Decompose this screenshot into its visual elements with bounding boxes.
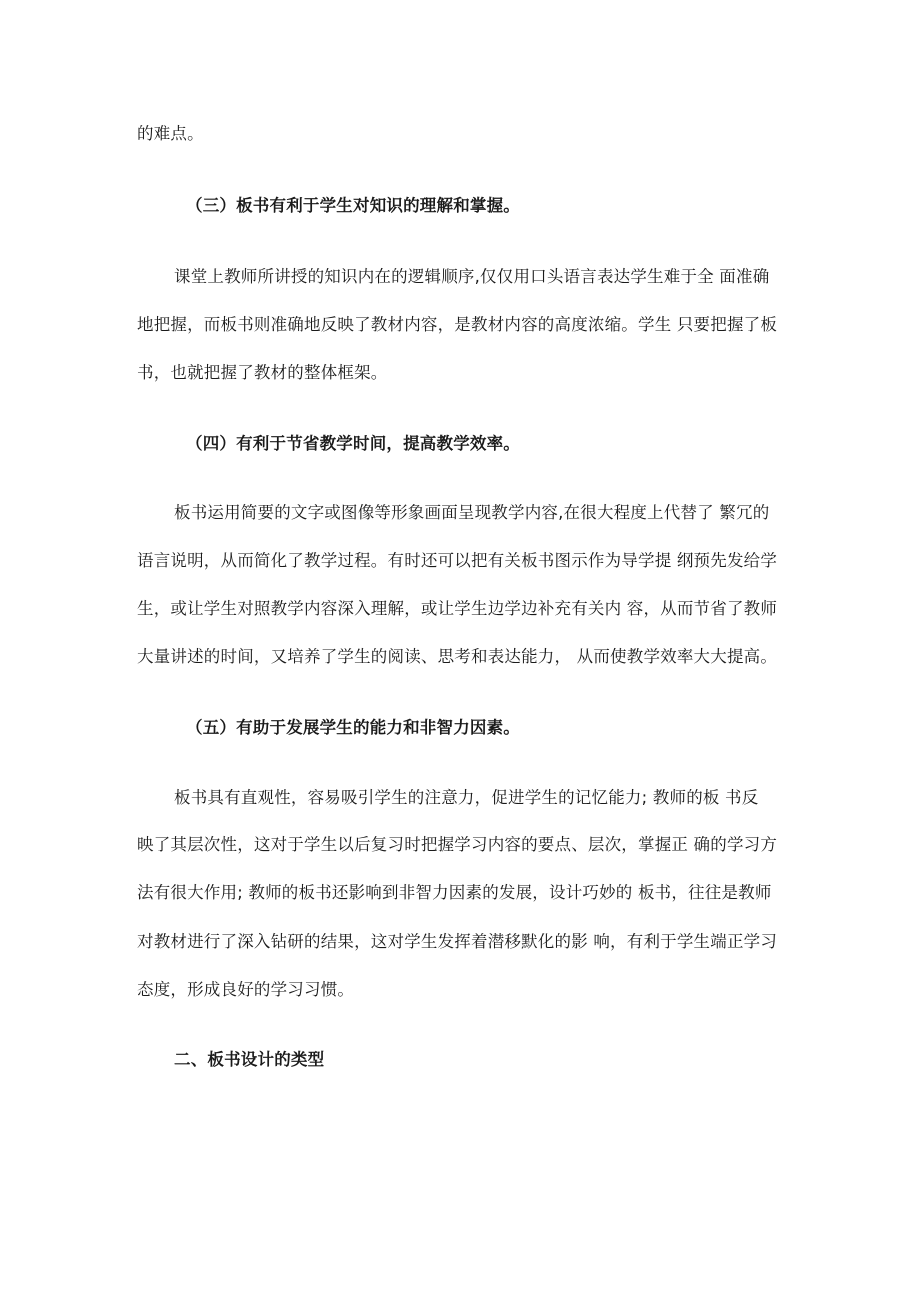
- paragraph-line: 板书具有直观性，容易吸引学生的注意力，促进学生的记忆能力; 教师的板 书反: [174, 788, 759, 807]
- paragraph-line: 映了其层次性，这对于学生以后复习时把握学习内容的要点、层次，掌握正 确的学习方: [137, 835, 778, 854]
- section-heading-4: （四）有利于节省教学时间，提高教学效率。: [186, 434, 520, 453]
- paragraph-line: 语言说明，从而简化了教学过程。有时还可以把有关板书图示作为导学提 纲预先发给学: [137, 551, 778, 570]
- section-heading-5: （五）有助于发展学生的能力和非智力因素。: [186, 718, 520, 737]
- paragraph-line: 生，或让学生对照教学内容深入理解，或让学生边学边补充有关内 容，从而节省了教师: [137, 599, 778, 618]
- paragraph-line: 对教材进行了深入钻研的结果，这对学生发挥着潜移默化的影 响，有利于学生端正学习: [137, 932, 778, 951]
- part-heading-2: 二、板书设计的类型: [174, 1050, 325, 1069]
- paragraph-line: 法有很大作用; 教师的板书还影响到非智力因素的发展，设计巧妙的 板书，往往是教师: [137, 883, 772, 902]
- paragraph-line: 的难点。: [137, 124, 204, 143]
- paragraph-line: 地把握，而板书则准确地反映了教材内容，是教材内容的高度浓缩。学生 只要把握了板: [137, 315, 778, 334]
- paragraph-line: 态度，形成良好的学习习惯。: [137, 980, 355, 999]
- paragraph-line: 大量讲述的时间，又培养了学生的阅读、思考和表达能力， 从而使教学效率大大提高。: [137, 647, 778, 666]
- section-heading-3: （三）板书有利于学生对知识的理解和掌握。: [186, 196, 520, 215]
- paragraph-line: 课堂上教师所讲授的知识内在的逻辑顺序,仅仅用口头语言表达学生难于全 面准确: [174, 267, 770, 286]
- paragraph-line: 板书运用简要的文字或图像等形象画面呈现教学内容,在很大程度上代替了 繁冗的: [174, 503, 770, 522]
- paragraph-line: 书，也就把握了教材的整体框架。: [137, 363, 388, 382]
